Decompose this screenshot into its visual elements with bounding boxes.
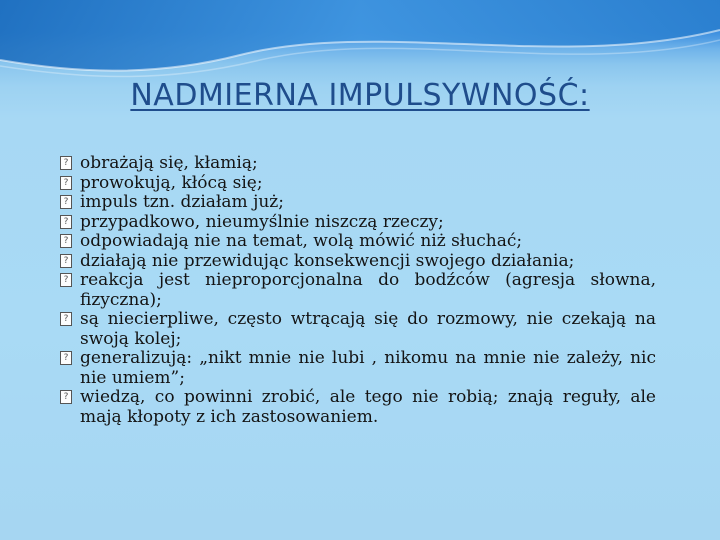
list-item [60,232,656,252]
bullet-icon: ? [60,234,72,248]
list-item [60,154,656,174]
list-item-text: prowokują, kłócą się; [80,172,263,193]
slide-title-text: NADMIERNA IMPULSYWNOŚĆ: [130,78,590,113]
bullet-icon: ? [60,254,72,268]
bullet-icon: ? [60,215,72,229]
list-item-text: są niecierpliwe, często wtrącają się do rozmowy, nie czekają na swoją kolej; [80,309,656,349]
bullet-icon: ? [60,156,72,170]
list-item [60,388,656,427]
bullet-icon: ? [60,390,72,404]
list-item-text: obrażają się, kłamią; [80,153,258,173]
list-item-text: generalizują: „nikt mnie nie lubi , nikomu na mnie nie zależy, nic nie umiem”; [80,348,656,388]
list-item [60,271,656,310]
list-item [60,193,656,213]
slide-title [0,78,720,113]
list-item-text: przypadkowo, nieumyślnie niszczą rzeczy; [80,211,444,232]
list-item [60,310,656,349]
bullet-icon: ? [60,351,72,365]
list-item-text: wiedzą, co powinni zrobić, ale tego nie robią; znają reguły, ale mają kłopoty z ich zastosowaniem. [80,387,656,427]
list-item [60,213,656,233]
bullet-icon: ? [60,176,72,190]
list-item [60,174,656,194]
list-item-text: impuls tzn. działam już; [80,192,284,212]
bullet-icon: ? [60,195,72,209]
bullet-list [60,154,656,427]
list-item-text: reakcja jest nieproporcjonalna do bodźców (agresja słowna, fizyczna); [80,270,656,310]
bullet-icon: ? [60,312,72,326]
list-item [60,252,656,272]
list-item-text: działają nie przewidując konsekwencji swojego działania; [80,250,575,271]
list-item-text: odpowiadają nie na temat, wolą mówić niż słuchać; [80,231,523,251]
bullet-icon: ? [60,273,72,287]
list-item [60,349,656,388]
header-wave-decoration [0,0,720,90]
